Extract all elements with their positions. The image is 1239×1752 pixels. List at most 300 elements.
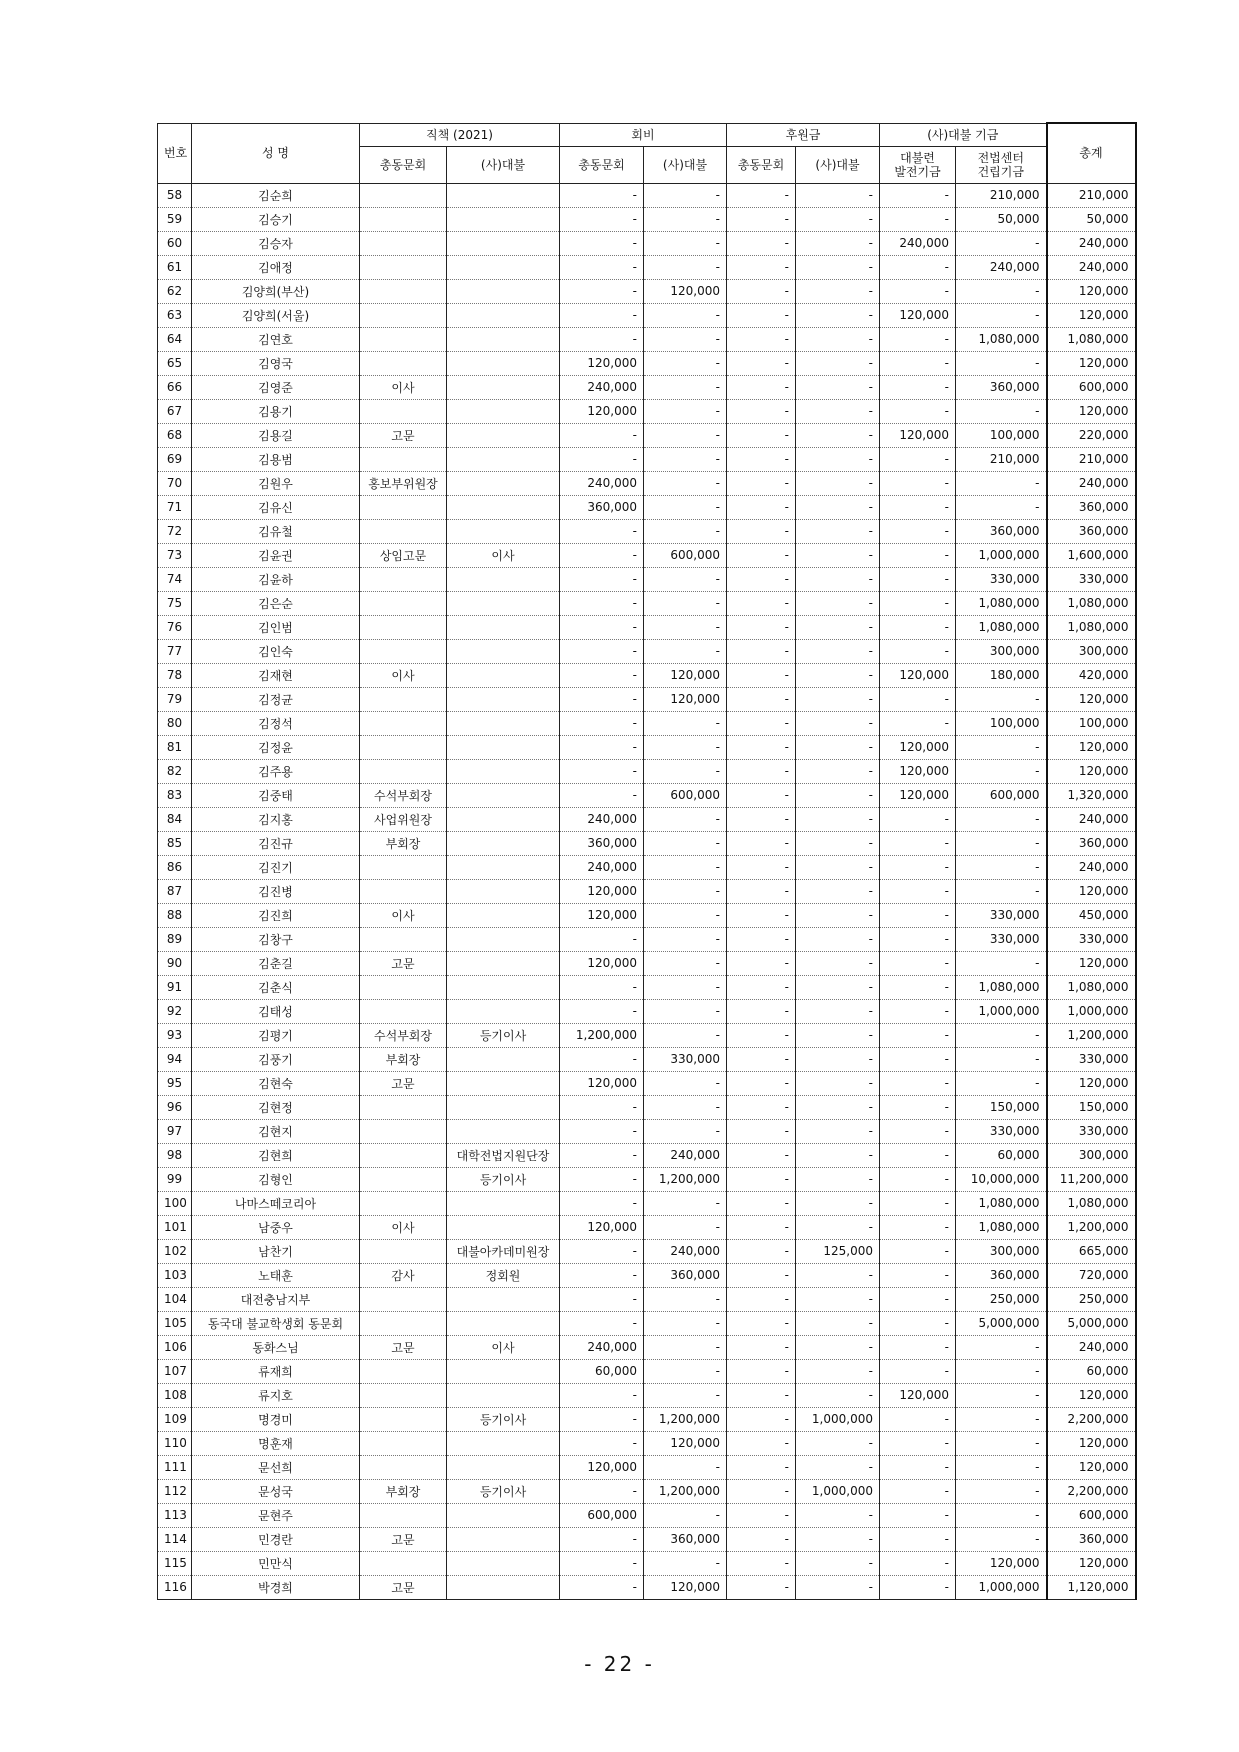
cell-total: 120,000 xyxy=(1047,1383,1136,1407)
cell-total: 120,000 xyxy=(1047,687,1136,711)
cell-total: 1,080,000 xyxy=(1047,975,1136,999)
cell-total: 120,000 xyxy=(1047,351,1136,375)
table-row xyxy=(158,687,1136,711)
cell-fund-center: 100,000 xyxy=(956,423,1047,447)
table-row xyxy=(158,615,1136,639)
table-row xyxy=(158,495,1136,519)
cell-total: 665,000 xyxy=(1047,1239,1136,1263)
cell-support-alumni: - xyxy=(727,231,796,255)
cell-no: 71 xyxy=(158,495,192,519)
cell-support-alumni: - xyxy=(727,423,796,447)
cell-position-daebul xyxy=(447,927,560,951)
cell-support-daebul: - xyxy=(796,711,880,735)
cell-position-alumni xyxy=(360,1503,447,1527)
cell-dues-daebul: - xyxy=(644,1071,727,1095)
cell-dues-daebul: - xyxy=(644,735,727,759)
cell-fund-development: - xyxy=(880,399,956,423)
cell-position-alumni xyxy=(360,1143,447,1167)
cell-support-alumni: - xyxy=(727,1023,796,1047)
cell-total: 150,000 xyxy=(1047,1095,1136,1119)
cell-fund-development: 120,000 xyxy=(880,783,956,807)
cell-support-daebul: - xyxy=(796,903,880,927)
cell-fund-center: 300,000 xyxy=(956,1239,1047,1263)
cell-dues-alumni: 240,000 xyxy=(560,375,644,399)
cell-dues-daebul: - xyxy=(644,351,727,375)
cell-position-daebul xyxy=(447,1215,560,1239)
cell-fund-development: - xyxy=(880,687,956,711)
cell-support-daebul: - xyxy=(796,279,880,303)
cell-support-alumni: - xyxy=(727,999,796,1023)
cell-dues-alumni: 120,000 xyxy=(560,399,644,423)
cell-total: 11,200,000 xyxy=(1047,1167,1136,1191)
cell-support-alumni: - xyxy=(727,255,796,279)
cell-dues-daebul: - xyxy=(644,1023,727,1047)
cell-position-alumni: 고문 xyxy=(360,1335,447,1359)
cell-no: 106 xyxy=(158,1335,192,1359)
cell-fund-development: - xyxy=(880,855,956,879)
cell-dues-daebul: - xyxy=(644,615,727,639)
cell-position-daebul xyxy=(447,951,560,975)
cell-no: 62 xyxy=(158,279,192,303)
cell-position-daebul xyxy=(447,879,560,903)
cell-fund-development: - xyxy=(880,375,956,399)
cell-fund-development: - xyxy=(880,1143,956,1167)
cell-total: 1,600,000 xyxy=(1047,543,1136,567)
header-fund-development: 대불련 발전기금 xyxy=(880,146,956,183)
cell-dues-alumni: 120,000 xyxy=(560,1071,644,1095)
table-row xyxy=(158,735,1136,759)
cell-name: 김정균 xyxy=(192,687,360,711)
cell-position-daebul xyxy=(447,1191,560,1215)
cell-fund-center: 1,080,000 xyxy=(956,615,1047,639)
cell-support-daebul: - xyxy=(796,735,880,759)
table-row xyxy=(158,1047,1136,1071)
cell-dues-daebul: - xyxy=(644,1191,727,1215)
cell-name: 나마스떼코리아 xyxy=(192,1191,360,1215)
table-row xyxy=(158,1071,1136,1095)
cell-dues-alumni: - xyxy=(560,1551,644,1575)
cell-position-daebul xyxy=(447,759,560,783)
cell-dues-alumni: - xyxy=(560,1431,644,1455)
cell-position-alumni xyxy=(360,975,447,999)
cell-dues-daebul: - xyxy=(644,1551,727,1575)
cell-fund-center: 50,000 xyxy=(956,207,1047,231)
cell-dues-alumni: - xyxy=(560,927,644,951)
cell-name: 김창구 xyxy=(192,927,360,951)
table-row xyxy=(158,1551,1136,1575)
table-row xyxy=(158,1143,1136,1167)
cell-support-daebul: - xyxy=(796,927,880,951)
table-row xyxy=(158,855,1136,879)
cell-support-alumni: - xyxy=(727,1311,796,1335)
cell-support-alumni: - xyxy=(727,567,796,591)
table-row xyxy=(158,1287,1136,1311)
cell-dues-daebul: 120,000 xyxy=(644,1575,727,1599)
cell-position-alumni xyxy=(360,1455,447,1479)
cell-support-daebul: - xyxy=(796,1503,880,1527)
cell-position-alumni xyxy=(360,879,447,903)
cell-position-alumni xyxy=(360,1359,447,1383)
table-row xyxy=(158,975,1136,999)
cell-dues-daebul: - xyxy=(644,399,727,423)
cell-name: 김유철 xyxy=(192,519,360,543)
cell-total: 330,000 xyxy=(1047,927,1136,951)
cell-name: 김춘식 xyxy=(192,975,360,999)
cell-support-daebul: - xyxy=(796,471,880,495)
cell-no: 70 xyxy=(158,471,192,495)
cell-name: 문현주 xyxy=(192,1503,360,1527)
table-row xyxy=(158,1119,1136,1143)
cell-position-alumni xyxy=(360,567,447,591)
cell-fund-center: - xyxy=(956,1071,1047,1095)
cell-name: 문선희 xyxy=(192,1455,360,1479)
cell-dues-daebul: - xyxy=(644,903,727,927)
cell-total: 1,320,000 xyxy=(1047,783,1136,807)
cell-total: 120,000 xyxy=(1047,1551,1136,1575)
cell-no: 96 xyxy=(158,1095,192,1119)
cell-support-daebul: - xyxy=(796,1071,880,1095)
cell-support-alumni: - xyxy=(727,1407,796,1431)
cell-support-alumni: - xyxy=(727,1551,796,1575)
cell-support-alumni: - xyxy=(727,1575,796,1599)
cell-support-daebul: - xyxy=(796,1335,880,1359)
cell-total: 5,000,000 xyxy=(1047,1311,1136,1335)
cell-position-daebul: 등기이사 xyxy=(447,1407,560,1431)
cell-fund-center: 150,000 xyxy=(956,1095,1047,1119)
cell-dues-daebul: - xyxy=(644,1335,727,1359)
table-row xyxy=(158,1575,1136,1599)
cell-position-alumni xyxy=(360,999,447,1023)
cell-position-alumni xyxy=(360,855,447,879)
table-row xyxy=(158,1503,1136,1527)
cell-dues-daebul: - xyxy=(644,759,727,783)
cell-no: 116 xyxy=(158,1575,192,1599)
cell-name: 김유신 xyxy=(192,495,360,519)
cell-position-alumni xyxy=(360,1191,447,1215)
cell-no: 79 xyxy=(158,687,192,711)
cell-support-daebul: - xyxy=(796,1551,880,1575)
cell-fund-development: - xyxy=(880,567,956,591)
cell-support-daebul: - xyxy=(796,567,880,591)
cell-position-alumni xyxy=(360,447,447,471)
cell-name: 김현숙 xyxy=(192,1071,360,1095)
table-row xyxy=(158,759,1136,783)
cell-dues-alumni: - xyxy=(560,1191,644,1215)
cell-position-alumni xyxy=(360,759,447,783)
table-row xyxy=(158,183,1136,207)
cell-fund-center: - xyxy=(956,303,1047,327)
cell-dues-alumni: - xyxy=(560,1119,644,1143)
cell-no: 66 xyxy=(158,375,192,399)
cell-name: 김현지 xyxy=(192,1119,360,1143)
cell-name: 김승자 xyxy=(192,231,360,255)
cell-fund-center: - xyxy=(956,1335,1047,1359)
cell-position-alumni xyxy=(360,1431,447,1455)
cell-fund-development: - xyxy=(880,1503,956,1527)
cell-support-daebul: - xyxy=(796,663,880,687)
table-row xyxy=(158,927,1136,951)
cell-dues-alumni: - xyxy=(560,207,644,231)
cell-fund-center: 250,000 xyxy=(956,1287,1047,1311)
cell-support-daebul: - xyxy=(796,423,880,447)
cell-fund-center: - xyxy=(956,759,1047,783)
cell-name: 명훈재 xyxy=(192,1431,360,1455)
cell-no: 107 xyxy=(158,1359,192,1383)
cell-dues-alumni: 240,000 xyxy=(560,855,644,879)
table-row xyxy=(158,1095,1136,1119)
cell-support-alumni: - xyxy=(727,1431,796,1455)
cell-total: 360,000 xyxy=(1047,831,1136,855)
cell-dues-daebul: 120,000 xyxy=(644,1431,727,1455)
cell-position-alumni: 상임고문 xyxy=(360,543,447,567)
cell-support-daebul: - xyxy=(796,1191,880,1215)
cell-support-alumni: - xyxy=(727,327,796,351)
cell-support-alumni: - xyxy=(727,1071,796,1095)
cell-support-daebul: - xyxy=(796,951,880,975)
cell-fund-center: 60,000 xyxy=(956,1143,1047,1167)
cell-name: 김은순 xyxy=(192,591,360,615)
cell-dues-daebul: - xyxy=(644,591,727,615)
table-row xyxy=(158,351,1136,375)
cell-fund-development: - xyxy=(880,1527,956,1551)
cell-name: 김재현 xyxy=(192,663,360,687)
table-row xyxy=(158,1239,1136,1263)
cell-position-daebul xyxy=(447,375,560,399)
cell-total: 1,080,000 xyxy=(1047,327,1136,351)
cell-name: 김영국 xyxy=(192,351,360,375)
cell-dues-daebul: - xyxy=(644,207,727,231)
cell-total: 1,080,000 xyxy=(1047,615,1136,639)
cell-fund-development: - xyxy=(880,903,956,927)
cell-total: 330,000 xyxy=(1047,1047,1136,1071)
cell-support-alumni: - xyxy=(727,183,796,207)
table-row xyxy=(158,1455,1136,1479)
cell-dues-daebul: - xyxy=(644,1287,727,1311)
cell-name: 김지홍 xyxy=(192,807,360,831)
cell-fund-development: - xyxy=(880,975,956,999)
cell-support-alumni: - xyxy=(727,519,796,543)
header-position-group: 직책 (2021) xyxy=(360,123,560,146)
cell-fund-development: - xyxy=(880,879,956,903)
table-row xyxy=(158,831,1136,855)
cell-fund-center: - xyxy=(956,1023,1047,1047)
cell-fund-center: 600,000 xyxy=(956,783,1047,807)
cell-dues-daebul: - xyxy=(644,639,727,663)
cell-position-alumni xyxy=(360,615,447,639)
cell-name: 민만식 xyxy=(192,1551,360,1575)
cell-fund-center: 1,080,000 xyxy=(956,591,1047,615)
cell-no: 111 xyxy=(158,1455,192,1479)
cell-dues-daebul: - xyxy=(644,1095,727,1119)
header-total: 총계 xyxy=(1047,123,1136,183)
cell-no: 90 xyxy=(158,951,192,975)
cell-dues-daebul: 1,200,000 xyxy=(644,1167,727,1191)
cell-dues-alumni: 120,000 xyxy=(560,879,644,903)
cell-position-alumni xyxy=(360,927,447,951)
cell-total: 330,000 xyxy=(1047,567,1136,591)
table-row xyxy=(158,423,1136,447)
cell-fund-development: - xyxy=(880,471,956,495)
table-row xyxy=(158,879,1136,903)
table-row xyxy=(158,1407,1136,1431)
cell-dues-daebul: - xyxy=(644,1359,727,1383)
cell-support-alumni: - xyxy=(727,1455,796,1479)
table-header xyxy=(158,123,1136,183)
cell-name: 동화스님 xyxy=(192,1335,360,1359)
cell-dues-alumni: 240,000 xyxy=(560,471,644,495)
cell-no: 101 xyxy=(158,1215,192,1239)
cell-position-daebul xyxy=(447,423,560,447)
cell-fund-development: - xyxy=(880,615,956,639)
cell-position-alumni: 이사 xyxy=(360,903,447,927)
cell-no: 58 xyxy=(158,183,192,207)
cell-position-alumni xyxy=(360,519,447,543)
cell-dues-daebul: 240,000 xyxy=(644,1239,727,1263)
cell-fund-center: 330,000 xyxy=(956,1119,1047,1143)
cell-position-daebul xyxy=(447,303,560,327)
cell-fund-development: - xyxy=(880,1119,956,1143)
cell-support-daebul: - xyxy=(796,399,880,423)
cell-support-alumni: - xyxy=(727,831,796,855)
cell-dues-daebul: - xyxy=(644,255,727,279)
cell-support-daebul: - xyxy=(796,447,880,471)
cell-position-alumni xyxy=(360,639,447,663)
cell-no: 61 xyxy=(158,255,192,279)
cell-fund-center: - xyxy=(956,807,1047,831)
cell-name: 김영준 xyxy=(192,375,360,399)
cell-total: 120,000 xyxy=(1047,303,1136,327)
cell-support-daebul: - xyxy=(796,231,880,255)
cell-position-daebul: 정회원 xyxy=(447,1263,560,1287)
table-row xyxy=(158,711,1136,735)
cell-dues-daebul: - xyxy=(644,375,727,399)
cell-support-alumni: - xyxy=(727,1215,796,1239)
cell-no: 89 xyxy=(158,927,192,951)
cell-dues-alumni: - xyxy=(560,1311,644,1335)
cell-no: 84 xyxy=(158,807,192,831)
cell-support-daebul: - xyxy=(796,543,880,567)
table-row xyxy=(158,567,1136,591)
cell-position-alumni: 부회장 xyxy=(360,831,447,855)
cell-fund-center: - xyxy=(956,951,1047,975)
cell-support-alumni: - xyxy=(727,1479,796,1503)
cell-fund-development: - xyxy=(880,927,956,951)
cell-no: 98 xyxy=(158,1143,192,1167)
cell-support-alumni: - xyxy=(727,1047,796,1071)
cell-fund-center: 330,000 xyxy=(956,903,1047,927)
cell-dues-daebul: - xyxy=(644,519,727,543)
cell-fund-development: 120,000 xyxy=(880,759,956,783)
cell-dues-alumni: - xyxy=(560,447,644,471)
cell-dues-daebul: - xyxy=(644,927,727,951)
cell-dues-alumni: 240,000 xyxy=(560,807,644,831)
cell-total: 100,000 xyxy=(1047,711,1136,735)
cell-fund-development: - xyxy=(880,1263,956,1287)
cell-total: 240,000 xyxy=(1047,1335,1136,1359)
header-no: 번호 xyxy=(158,123,192,183)
cell-name: 김순희 xyxy=(192,183,360,207)
cell-fund-development: 120,000 xyxy=(880,735,956,759)
cell-fund-center: 1,080,000 xyxy=(956,1215,1047,1239)
cell-support-daebul: 125,000 xyxy=(796,1239,880,1263)
cell-position-alumni: 홍보부위원장 xyxy=(360,471,447,495)
cell-no: 73 xyxy=(158,543,192,567)
cell-dues-alumni: - xyxy=(560,975,644,999)
cell-position-daebul xyxy=(447,207,560,231)
cell-fund-center: 300,000 xyxy=(956,639,1047,663)
cell-position-daebul xyxy=(447,495,560,519)
table-row xyxy=(158,519,1136,543)
cell-support-daebul: - xyxy=(796,855,880,879)
cell-dues-alumni: - xyxy=(560,567,644,591)
cell-dues-daebul: - xyxy=(644,1383,727,1407)
cell-name: 김평기 xyxy=(192,1023,360,1047)
table-row xyxy=(158,543,1136,567)
cell-dues-alumni: - xyxy=(560,255,644,279)
cell-fund-center: 240,000 xyxy=(956,255,1047,279)
cell-support-alumni: - xyxy=(727,1119,796,1143)
table-row xyxy=(158,1215,1136,1239)
cell-dues-daebul: - xyxy=(644,495,727,519)
cell-no: 103 xyxy=(158,1263,192,1287)
header-support-daebul: (사)대불 xyxy=(796,146,880,183)
cell-support-daebul: - xyxy=(796,1167,880,1191)
header-dues-daebul: (사)대불 xyxy=(644,146,727,183)
cell-dues-daebul: - xyxy=(644,471,727,495)
cell-no: 114 xyxy=(158,1527,192,1551)
table-row xyxy=(158,1167,1136,1191)
cell-fund-development: - xyxy=(880,519,956,543)
cell-fund-center: 330,000 xyxy=(956,567,1047,591)
cell-name: 김춘길 xyxy=(192,951,360,975)
cell-no: 75 xyxy=(158,591,192,615)
cell-support-alumni: - xyxy=(727,1095,796,1119)
cell-total: 60,000 xyxy=(1047,1359,1136,1383)
cell-name: 김진기 xyxy=(192,855,360,879)
cell-position-daebul: 대불아카데미원장 xyxy=(447,1239,560,1263)
cell-fund-center: - xyxy=(956,1431,1047,1455)
cell-total: 240,000 xyxy=(1047,807,1136,831)
cell-fund-development: - xyxy=(880,1311,956,1335)
cell-dues-alumni: - xyxy=(560,423,644,447)
cell-dues-daebul: - xyxy=(644,327,727,351)
table-row xyxy=(158,255,1136,279)
cell-dues-daebul: - xyxy=(644,951,727,975)
cell-name: 류지호 xyxy=(192,1383,360,1407)
cell-dues-daebul: 360,000 xyxy=(644,1527,727,1551)
table-row xyxy=(158,1023,1136,1047)
table-row xyxy=(158,807,1136,831)
table-row xyxy=(158,279,1136,303)
cell-position-alumni xyxy=(360,1239,447,1263)
cell-position-daebul xyxy=(447,327,560,351)
cell-fund-development: - xyxy=(880,207,956,231)
cell-name: 김주용 xyxy=(192,759,360,783)
cell-support-daebul: - xyxy=(796,303,880,327)
table-row xyxy=(158,1335,1136,1359)
cell-position-daebul: 이사 xyxy=(447,1335,560,1359)
cell-position-daebul xyxy=(447,855,560,879)
cell-dues-daebul: - xyxy=(644,231,727,255)
cell-position-daebul xyxy=(447,1383,560,1407)
cell-total: 120,000 xyxy=(1047,735,1136,759)
cell-support-alumni: - xyxy=(727,591,796,615)
cell-position-alumni: 이사 xyxy=(360,663,447,687)
cell-support-daebul: - xyxy=(796,327,880,351)
header-position-alumni: 총동문회 xyxy=(360,146,447,183)
cell-position-alumni: 고문 xyxy=(360,1527,447,1551)
cell-support-daebul: - xyxy=(796,831,880,855)
